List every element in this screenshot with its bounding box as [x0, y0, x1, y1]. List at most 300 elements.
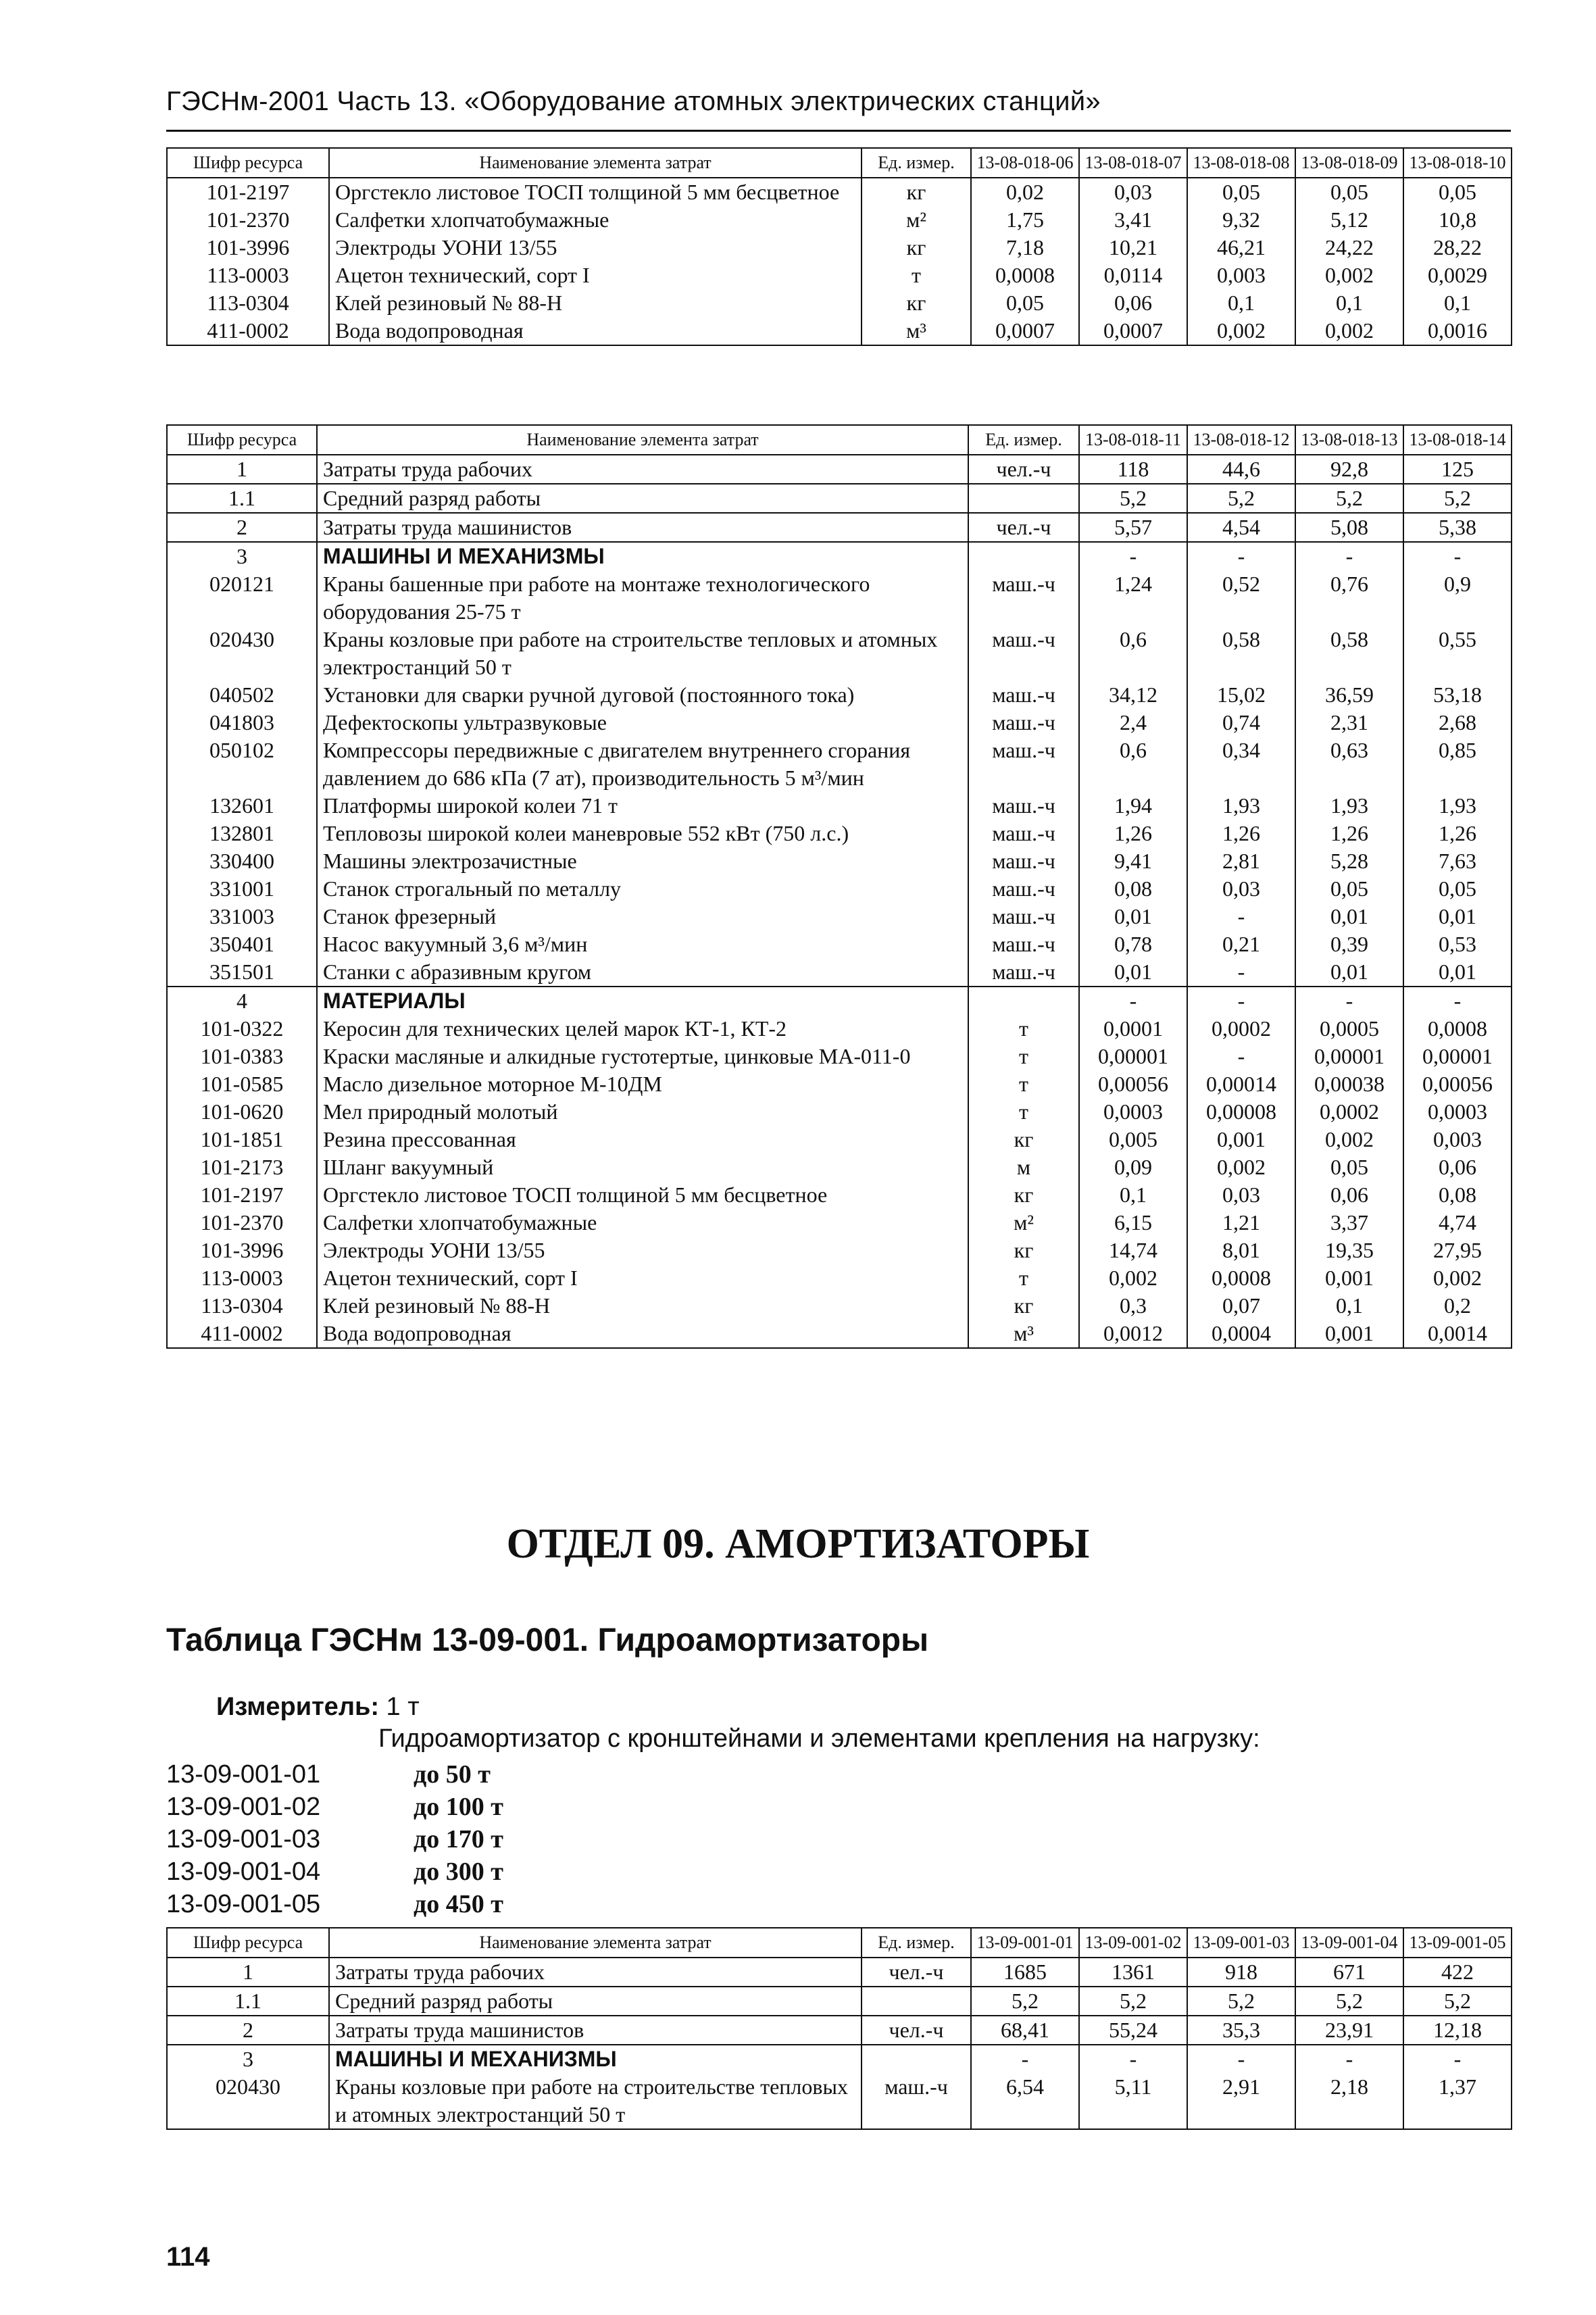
unit-cell: маш.-ч — [968, 903, 1079, 930]
value-cell: 0,1 — [1187, 289, 1295, 317]
table-row — [167, 455, 1512, 484]
table-row — [167, 1043, 1512, 1070]
value-cell: 19,35 — [1295, 1237, 1403, 1264]
value-cell: 0,05 — [1295, 178, 1403, 206]
column-header: 13-09-001-02 — [1079, 1928, 1187, 1958]
value-cell: 0,53 — [1403, 930, 1512, 958]
table-row — [167, 737, 1512, 792]
value-cell: 0,00001 — [1295, 1043, 1403, 1070]
unit-cell: кг — [968, 1181, 1079, 1209]
value-cell: 55,24 — [1079, 2016, 1187, 2045]
unit-cell: маш.-ч — [968, 681, 1079, 709]
column-header: 13-08-018-13 — [1295, 425, 1403, 455]
value-cell: 0,002 — [1295, 317, 1403, 345]
unit-cell: маш.-ч — [968, 570, 1079, 626]
value-cell: 7,18 — [971, 234, 1079, 262]
value-cell: 5,38 — [1403, 513, 1512, 542]
cost-element-cell: Оргстекло листовое ТОСП толщиной 5 мм бесцветное — [317, 1181, 968, 1209]
value-cell: 1,24 — [1079, 570, 1187, 626]
resource-code-cell: 113-0003 — [167, 262, 329, 289]
value-cell: 14,74 — [1079, 1237, 1187, 1264]
norm-item — [166, 1791, 503, 1823]
value-cell: 1,26 — [1403, 820, 1512, 847]
value-cell: 1,93 — [1187, 792, 1295, 820]
page-number: 114 — [166, 2242, 210, 2272]
value-cell: 0,002 — [1295, 262, 1403, 289]
value-cell: 0,002 — [1295, 1126, 1403, 1153]
table-row — [167, 178, 1512, 206]
value-cell: 2,31 — [1295, 709, 1403, 737]
cost-element-cell: Затраты труда рабочих — [329, 1958, 862, 1987]
value-cell: 5,2 — [1079, 1987, 1187, 2016]
column-header: Наименование элемента затрат — [329, 148, 862, 178]
resource-code-cell: 1.1 — [167, 484, 317, 513]
table-row — [167, 792, 1512, 820]
table-row — [167, 234, 1512, 262]
cost-element-cell: Станки с абразивным кругом — [317, 958, 968, 987]
table-row — [167, 1181, 1512, 1209]
value-cell: 0,58 — [1187, 626, 1295, 681]
value-cell: 5,2 — [1187, 484, 1295, 513]
column-header: 13-09-001-03 — [1187, 1928, 1295, 1958]
value-cell: 0,0003 — [1079, 1098, 1187, 1126]
value-cell: 0,08 — [1403, 1181, 1512, 1209]
value-cell: 2,91 — [1187, 2073, 1295, 2129]
unit-cell: маш.-ч — [968, 820, 1079, 847]
table-row — [167, 513, 1512, 542]
value-cell: 0,85 — [1403, 737, 1512, 792]
value-cell: 10,21 — [1079, 234, 1187, 262]
cost-element-cell: Средний разряд работы — [329, 1987, 862, 2016]
cost-element-cell: Салфетки хлопчатобумажные — [329, 206, 862, 234]
value-cell: 0,1 — [1403, 289, 1512, 317]
cost-element-cell: Краны козловые при работе на строительстве тепловых и атомных электростанций 50 т — [317, 626, 968, 681]
column-header: Шифр ресурса — [167, 148, 329, 178]
resource-code-cell: 113-0304 — [167, 1292, 317, 1320]
cost-element-cell: Компрессоры передвижные с двигателем внутреннего сгорания давлением до 686 кПа (7 ат), производительность 5 м³/мин — [317, 737, 968, 792]
resource-code-cell: 132601 — [167, 792, 317, 820]
table-row — [167, 1126, 1512, 1153]
table-row — [167, 317, 1512, 345]
unit-cell: чел.-ч — [968, 455, 1079, 484]
value-cell: 0,05 — [971, 289, 1079, 317]
value-cell: - — [1187, 2045, 1295, 2073]
value-cell: 0,06 — [1079, 289, 1187, 317]
value-cell: 3,37 — [1295, 1209, 1403, 1237]
cost-element-cell: Станок фрезерный — [317, 903, 968, 930]
unit-cell: маш.-ч — [968, 737, 1079, 792]
resource-code-cell: 3 — [167, 2045, 329, 2073]
value-cell: 0,78 — [1079, 930, 1187, 958]
table-row — [167, 820, 1512, 847]
norm-description: Гидроамортизатор с кронштейнами и элементами крепления на нагрузку: — [378, 1724, 1260, 1753]
value-cell: 28,22 — [1403, 234, 1512, 262]
value-cell: 1,93 — [1295, 792, 1403, 820]
value-cell: 5,2 — [1079, 484, 1187, 513]
column-header: 13-08-018-11 — [1079, 425, 1187, 455]
value-cell: 15,02 — [1187, 681, 1295, 709]
value-cell: 0,0016 — [1403, 317, 1512, 345]
value-cell: 0,1 — [1079, 1181, 1187, 1209]
cost-element-cell: Затраты труда машинистов — [317, 513, 968, 542]
value-cell: - — [1079, 987, 1187, 1015]
value-cell: 27,95 — [1403, 1237, 1512, 1264]
value-cell: 671 — [1295, 1958, 1403, 1987]
table-row — [167, 847, 1512, 875]
table-row — [167, 2045, 1512, 2073]
table-row — [167, 484, 1512, 513]
table-row — [167, 987, 1512, 1015]
norm-item — [166, 1856, 503, 1888]
value-cell: 0,52 — [1187, 570, 1295, 626]
value-cell: 0,2 — [1403, 1292, 1512, 1320]
value-cell: - — [1187, 542, 1295, 570]
norm-item-code: 13-09-001-02 — [166, 1793, 321, 1821]
unit-cell: кг — [862, 289, 971, 317]
value-cell: 0,002 — [1403, 1264, 1512, 1292]
table-row — [167, 262, 1512, 289]
unit-cell: маш.-ч — [968, 847, 1079, 875]
cost-element-cell: Ацетон технический, сорт I — [329, 262, 862, 289]
value-cell: 0,01 — [1079, 958, 1187, 987]
value-cell: 0,003 — [1403, 1126, 1512, 1153]
resource-table-3 — [166, 1927, 1512, 2130]
value-cell: - — [1295, 987, 1403, 1015]
value-cell: 125 — [1403, 455, 1512, 484]
value-cell: 0,0012 — [1079, 1320, 1187, 1348]
table-row — [167, 681, 1512, 709]
unit-cell: кг — [968, 1292, 1079, 1320]
value-cell: 36,59 — [1295, 681, 1403, 709]
value-cell: 0,0002 — [1295, 1098, 1403, 1126]
value-cell: 0,02 — [971, 178, 1079, 206]
resource-code-cell: 2 — [167, 513, 317, 542]
value-cell: 68,41 — [971, 2016, 1079, 2045]
table-header-row — [167, 425, 1512, 455]
resource-code-cell: 101-3996 — [167, 1237, 317, 1264]
unit-cell — [968, 987, 1079, 1015]
table-row — [167, 709, 1512, 737]
norm-item — [166, 1888, 503, 1920]
value-cell: 9,32 — [1187, 206, 1295, 234]
value-cell: 0,05 — [1187, 178, 1295, 206]
value-cell: - — [1295, 542, 1403, 570]
table-row — [167, 1153, 1512, 1181]
resource-code-cell: 331001 — [167, 875, 317, 903]
value-cell: 918 — [1187, 1958, 1295, 1987]
value-cell: 5,2 — [1403, 484, 1512, 513]
cost-element-cell: Оргстекло листовое ТОСП толщиной 5 мм бесцветное — [329, 178, 862, 206]
column-header: 13-08-018-10 — [1403, 148, 1512, 178]
norm-item-text: до 300 т — [414, 1858, 503, 1886]
resource-code-cell: 1.1 — [167, 1987, 329, 2016]
cost-element-cell: Установки для сварки ручной дуговой (постоянного тока) — [317, 681, 968, 709]
unit-cell: т — [968, 1098, 1079, 1126]
resource-code-cell: 411-0002 — [167, 1320, 317, 1348]
table-row — [167, 206, 1512, 234]
unit-cell: м² — [862, 206, 971, 234]
resource-code-cell: 041803 — [167, 709, 317, 737]
resource-code-cell: 101-0585 — [167, 1070, 317, 1098]
value-cell: 0,06 — [1403, 1153, 1512, 1181]
value-cell: 1,93 — [1403, 792, 1512, 820]
value-cell: 1361 — [1079, 1958, 1187, 1987]
unit-cell: чел.-ч — [862, 2016, 971, 2045]
value-cell: 35,3 — [1187, 2016, 1295, 2045]
value-cell: - — [1403, 987, 1512, 1015]
table-row — [167, 570, 1512, 626]
value-cell: 8,01 — [1187, 1237, 1295, 1264]
value-cell: 0,34 — [1187, 737, 1295, 792]
value-cell: 4,74 — [1403, 1209, 1512, 1237]
value-cell: 0,0002 — [1187, 1015, 1295, 1043]
value-cell: 2,81 — [1187, 847, 1295, 875]
value-cell: 0,6 — [1079, 626, 1187, 681]
value-cell: - — [971, 2045, 1079, 2073]
value-cell: 0,1 — [1295, 1292, 1403, 1320]
value-cell: 0,1 — [1295, 289, 1403, 317]
value-cell: 0,01 — [1403, 958, 1512, 987]
table-row — [167, 2073, 1512, 2129]
resource-code-cell: 101-2197 — [167, 178, 329, 206]
value-cell: 0,3 — [1079, 1292, 1187, 1320]
value-cell: 7,63 — [1403, 847, 1512, 875]
resource-code-cell: 101-2173 — [167, 1153, 317, 1181]
value-cell: 12,18 — [1403, 2016, 1512, 2045]
resource-code-cell: 411-0002 — [167, 317, 329, 345]
value-cell: 23,91 — [1295, 2016, 1403, 2045]
value-cell: - — [1079, 2045, 1187, 2073]
cost-element-cell: Платформы широкой колеи 71 т — [317, 792, 968, 820]
value-cell: 0,003 — [1187, 262, 1295, 289]
value-cell: 0,6 — [1079, 737, 1187, 792]
value-cell: 5,28 — [1295, 847, 1403, 875]
table-title: Таблица ГЭСНм 13-09-001. Гидроамортизаторы — [166, 1622, 929, 1658]
cost-element-cell: Масло дизельное моторное М-10ДМ — [317, 1070, 968, 1098]
value-cell: - — [1295, 2045, 1403, 2073]
value-cell: 5,2 — [1403, 1987, 1512, 2016]
table-row — [167, 2016, 1512, 2045]
resource-code-cell: 020430 — [167, 626, 317, 681]
table-row — [167, 875, 1512, 903]
norm-item-code: 13-09-001-03 — [166, 1825, 321, 1853]
value-cell: 0,07 — [1187, 1292, 1295, 1320]
cost-element-cell: Насос вакуумный 3,6 м³/мин — [317, 930, 968, 958]
table-row — [167, 1987, 1512, 2016]
cost-element-cell: Тепловозы широкой колеи маневровые 552 кВт (750 л.с.) — [317, 820, 968, 847]
column-header: Шифр ресурса — [167, 1928, 329, 1958]
value-cell: 4,54 — [1187, 513, 1295, 542]
value-cell: 0,55 — [1403, 626, 1512, 681]
resource-code-cell: 1 — [167, 455, 317, 484]
cost-element-cell: Ацетон технический, сорт I — [317, 1264, 968, 1292]
value-cell: 5,2 — [1295, 484, 1403, 513]
table-row — [167, 958, 1512, 987]
value-cell: 0,21 — [1187, 930, 1295, 958]
value-cell: 1,21 — [1187, 1209, 1295, 1237]
value-cell: 0,63 — [1295, 737, 1403, 792]
cost-element-cell: Шланг вакуумный — [317, 1153, 968, 1181]
value-cell: 0,00001 — [1079, 1043, 1187, 1070]
value-cell: 0,58 — [1295, 626, 1403, 681]
norm-item-text: до 50 т — [414, 1760, 491, 1789]
value-cell: 0,0008 — [1403, 1015, 1512, 1043]
unit-cell: м² — [968, 1209, 1079, 1237]
value-cell: 0,00008 — [1187, 1098, 1295, 1126]
value-cell: 0,001 — [1295, 1320, 1403, 1348]
value-cell: - — [1403, 2045, 1512, 2073]
section-title: ОТДЕЛ 09. АМОРТИЗАТОРЫ — [506, 1521, 1090, 1567]
resource-code-cell: 020430 — [167, 2073, 329, 2129]
value-cell: 0,09 — [1079, 1153, 1187, 1181]
column-header: 13-08-018-14 — [1403, 425, 1512, 455]
unit-cell — [968, 542, 1079, 570]
resource-code-cell: 101-0383 — [167, 1043, 317, 1070]
norm-item-code: 13-09-001-05 — [166, 1890, 321, 1918]
resource-code-cell: 331003 — [167, 903, 317, 930]
value-cell: 0,39 — [1295, 930, 1403, 958]
value-cell: 0,06 — [1295, 1181, 1403, 1209]
resource-code-cell: 040502 — [167, 681, 317, 709]
column-header: 13-09-001-05 — [1403, 1928, 1512, 1958]
value-cell: 0,0004 — [1187, 1320, 1295, 1348]
norm-items-list — [166, 1758, 503, 1920]
value-cell: 1685 — [971, 1958, 1079, 1987]
cost-element-cell: Мел природный молотый — [317, 1098, 968, 1126]
value-cell: 0,0114 — [1079, 262, 1187, 289]
table-row — [167, 1209, 1512, 1237]
unit-cell: маш.-ч — [968, 875, 1079, 903]
value-cell: 0,08 — [1079, 875, 1187, 903]
unit-cell: т — [968, 1015, 1079, 1043]
norm-item-text: до 100 т — [414, 1793, 503, 1821]
resource-code-cell: 113-0304 — [167, 289, 329, 317]
value-cell: 0,002 — [1187, 1153, 1295, 1181]
unit-cell: маш.-ч — [862, 2073, 971, 2129]
unit-cell: кг — [862, 178, 971, 206]
cost-element-cell: Электроды УОНИ 13/55 — [317, 1237, 968, 1264]
cost-element-cell: Затраты труда машинистов — [329, 2016, 862, 2045]
value-cell: 0,0007 — [1079, 317, 1187, 345]
value-cell: 6,15 — [1079, 1209, 1187, 1237]
resource-code-cell: 101-2370 — [167, 1209, 317, 1237]
value-cell: 0,05 — [1295, 875, 1403, 903]
table-row — [167, 1015, 1512, 1043]
value-cell: 0,0008 — [1187, 1264, 1295, 1292]
unit-cell: т — [968, 1043, 1079, 1070]
cost-element-cell: МАТЕРИАЛЫ — [317, 987, 968, 1015]
unit-cell: т — [862, 262, 971, 289]
cost-element-cell: МАШИНЫ И МЕХАНИЗМЫ — [329, 2045, 862, 2073]
value-cell: 0,002 — [1187, 317, 1295, 345]
norm-item-code: 13-09-001-04 — [166, 1858, 321, 1886]
value-cell: 0,0003 — [1403, 1098, 1512, 1126]
value-cell: 0,001 — [1187, 1126, 1295, 1153]
resource-code-cell: 101-0620 — [167, 1098, 317, 1126]
table-row — [167, 289, 1512, 317]
resource-code-cell: 351501 — [167, 958, 317, 987]
value-cell: 5,57 — [1079, 513, 1187, 542]
value-cell: 2,18 — [1295, 2073, 1403, 2129]
value-cell: 1,37 — [1403, 2073, 1512, 2129]
value-cell: - — [1187, 987, 1295, 1015]
norm-item — [166, 1823, 503, 1856]
value-cell: 0,00014 — [1187, 1070, 1295, 1098]
cost-element-cell: Краны башенные при работе на монтаже технологического оборудования 25-75 т — [317, 570, 968, 626]
unit-cell: кг — [862, 234, 971, 262]
unit-cell: кг — [968, 1237, 1079, 1264]
meter-label: Измеритель: — [216, 1693, 379, 1721]
resource-code-cell: 3 — [167, 542, 317, 570]
cost-element-cell: Клей резиновый № 88-Н — [329, 289, 862, 317]
resource-table-2 — [166, 424, 1512, 1349]
cost-element-cell: Керосин для технических целей марок КТ-1, КТ-2 — [317, 1015, 968, 1043]
table-row — [167, 626, 1512, 681]
unit-cell: м³ — [862, 317, 971, 345]
value-cell: 0,03 — [1187, 875, 1295, 903]
table-row — [167, 1958, 1512, 1987]
running-header: ГЭСНм-2001 Часть 13. «Оборудование атомных электрических станций» — [166, 86, 1101, 116]
value-cell: 5,2 — [971, 1987, 1079, 2016]
resource-code-cell: 101-1851 — [167, 1126, 317, 1153]
table-header-row — [167, 148, 1512, 178]
column-header: Ед. измер. — [862, 1928, 971, 1958]
value-cell: 46,21 — [1187, 234, 1295, 262]
value-cell: 0,03 — [1079, 178, 1187, 206]
unit-cell: т — [968, 1264, 1079, 1292]
value-cell: 34,12 — [1079, 681, 1187, 709]
column-header: 13-09-001-01 — [971, 1928, 1079, 1958]
value-cell: 422 — [1403, 1958, 1512, 1987]
value-cell: 0,00038 — [1295, 1070, 1403, 1098]
value-cell: - — [1403, 542, 1512, 570]
value-cell: 0,01 — [1295, 958, 1403, 987]
resource-code-cell: 101-2197 — [167, 1181, 317, 1209]
value-cell: 0,01 — [1079, 903, 1187, 930]
table-row — [167, 1320, 1512, 1348]
table-row — [167, 903, 1512, 930]
cost-element-cell: Вода водопроводная — [329, 317, 862, 345]
value-cell: 0,01 — [1295, 903, 1403, 930]
unit-cell: т — [968, 1070, 1079, 1098]
unit-cell — [862, 2045, 971, 2073]
value-cell: 24,22 — [1295, 234, 1403, 262]
value-cell: 5,2 — [1187, 1987, 1295, 2016]
value-cell: 1,75 — [971, 206, 1079, 234]
column-header: 13-08-018-07 — [1079, 148, 1187, 178]
column-header: 13-08-018-08 — [1187, 148, 1295, 178]
value-cell: 44,6 — [1187, 455, 1295, 484]
value-cell: 0,0005 — [1295, 1015, 1403, 1043]
value-cell: 9,41 — [1079, 847, 1187, 875]
cost-element-cell: Средний разряд работы — [317, 484, 968, 513]
cost-element-cell: Резина прессованная — [317, 1126, 968, 1153]
value-cell: 0,0007 — [971, 317, 1079, 345]
value-cell: 118 — [1079, 455, 1187, 484]
cost-element-cell: Электроды УОНИ 13/55 — [329, 234, 862, 262]
column-header: Наименование элемента затрат — [317, 425, 968, 455]
resource-code-cell: 101-3996 — [167, 234, 329, 262]
value-cell: 6,54 — [971, 2073, 1079, 2129]
meter-line — [216, 1693, 420, 1722]
value-cell: 0,00056 — [1079, 1070, 1187, 1098]
resource-code-cell: 101-2370 — [167, 206, 329, 234]
cost-element-cell: Вода водопроводная — [317, 1320, 968, 1348]
value-cell: 0,00056 — [1403, 1070, 1512, 1098]
unit-cell: кг — [968, 1126, 1079, 1153]
table-row — [167, 1292, 1512, 1320]
table-row — [167, 1237, 1512, 1264]
